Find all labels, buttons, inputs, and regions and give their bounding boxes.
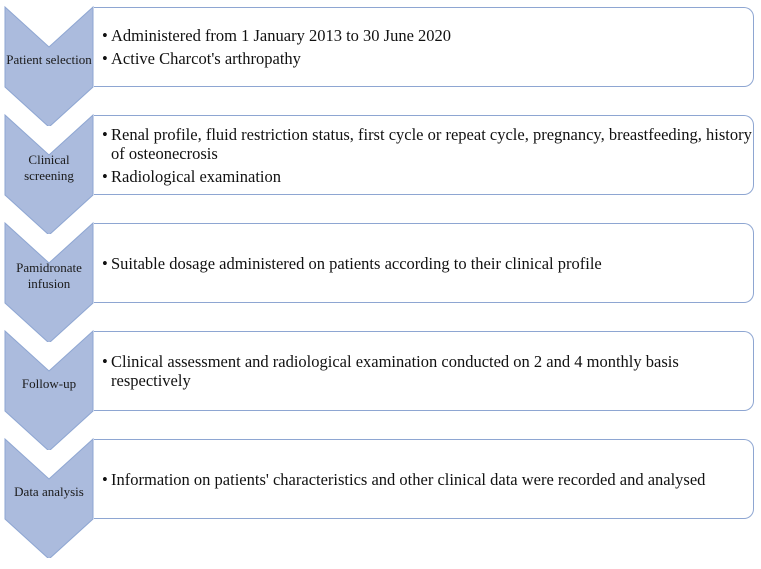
step-details-box xyxy=(94,7,754,87)
bullet-text: Clinical assessment and radiological examination conducted on 2 and 4 monthly basis respectively xyxy=(111,352,679,390)
bullet-item xyxy=(102,470,753,489)
bullet-item xyxy=(102,167,753,186)
step-details-box xyxy=(94,223,754,303)
bullet-item xyxy=(102,26,753,45)
step-label: Clinical screening xyxy=(24,152,74,183)
bullet-dot-icon: • xyxy=(102,124,108,144)
bullet-text: Information on patients' characteristics and other clinical data were recorded and analysed xyxy=(111,469,706,489)
bullet-text: Active Charcot's arthropathy xyxy=(111,49,301,68)
step-label: Pamidronate infusion xyxy=(16,260,82,291)
chevron-shape xyxy=(4,108,94,232)
bullet-item xyxy=(102,125,753,163)
step-label: Follow-up xyxy=(21,376,77,391)
chevron-shape xyxy=(4,432,94,556)
bullet-text: Radiological examination xyxy=(111,166,281,186)
step-details-box xyxy=(94,439,754,519)
step-details-box xyxy=(94,331,754,411)
bullet-text: Renal profile, fluid restriction status, first cycle or repeat cycle, pregnancy, breastfeeding, history of osteonecrosis xyxy=(111,124,752,163)
chevron-shape xyxy=(4,216,94,340)
bullet-dot-icon: • xyxy=(102,253,108,273)
bullet-dot-icon: • xyxy=(102,469,108,489)
step-details-box xyxy=(94,115,754,195)
bullet-dot-icon: • xyxy=(102,26,108,45)
bullet-item xyxy=(102,352,753,390)
bullet-text: Administered from 1 January 2013 to 30 June 2020 xyxy=(111,26,452,45)
bullet-item xyxy=(102,254,753,273)
chevron-shape xyxy=(4,0,94,124)
chevron-shape xyxy=(4,324,94,448)
bullet-item xyxy=(102,49,753,68)
bullet-dot-icon: • xyxy=(102,352,108,371)
bullet-dot-icon: • xyxy=(102,166,108,186)
bullet-text: Suitable dosage administered on patients according to their clinical profile xyxy=(111,253,602,273)
step-label: Patient selection xyxy=(6,52,92,67)
step-label: Data analysis xyxy=(14,484,84,499)
bullet-dot-icon: • xyxy=(102,49,108,68)
